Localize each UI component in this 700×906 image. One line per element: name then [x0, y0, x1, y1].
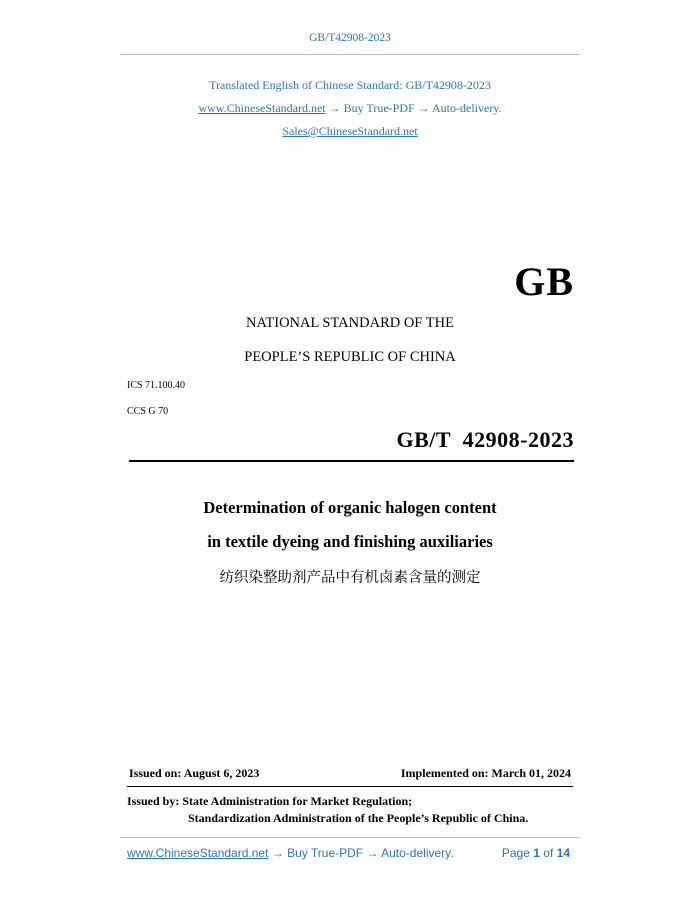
issued-by-line-1: Issued by: State Administration for Market Regulation;	[127, 794, 413, 808]
gb-mark: GB	[514, 259, 574, 304]
national-standard-line-1: NATIONAL STANDARD OF THE	[246, 315, 454, 331]
header-divider	[120, 54, 580, 55]
standard-number: GB/T 42908-2023	[396, 427, 574, 452]
title-en-line-2: in textile dyeing and finishing auxiliaries	[207, 532, 493, 551]
running-header: GB/T42908-2023	[309, 32, 391, 44]
footer-site-link[interactable]: www.ChineseStandard.net	[127, 846, 269, 860]
page-indicator	[502, 846, 570, 860]
site-link[interactable]: www.ChineseStandard.net	[198, 101, 326, 115]
implemented-on-date: Implemented on: March 01, 2024	[400, 766, 571, 780]
title-zh: 纺织染整助剂产品中有机卤素含量的测定	[219, 570, 481, 586]
footer-buy-text: → Buy True-PDF → Auto-delivery.	[271, 846, 454, 860]
email-line	[0, 124, 700, 139]
title-en-line-1: Determination of organic halogen content	[203, 498, 497, 517]
page-current: 1	[533, 846, 540, 860]
national-standard-line-2: PEOPLE’S REPUBLIC OF CHINA	[244, 349, 456, 365]
dates-rule	[127, 786, 573, 787]
page-total: 14	[556, 846, 570, 860]
translation-notice: Translated English of Chinese Standard: GB/T42908-2023	[209, 78, 491, 92]
ccs-code: CCS G 70	[127, 406, 169, 417]
issued-on-date: Issued on: August 6, 2023	[129, 766, 260, 780]
page-of: of	[543, 846, 554, 860]
issued-by-line-2: Standardization Administration of the People’s Republic of China.	[188, 811, 529, 825]
buy-text: → Buy True-PDF → Auto-delivery.	[328, 101, 502, 115]
ics-code: ICS 71.100.40	[127, 380, 186, 391]
standard-number-rule	[129, 460, 574, 462]
email-link[interactable]: Sales@ChineseStandard.net	[282, 124, 418, 138]
footer-promo	[127, 846, 454, 860]
promo-line	[0, 101, 700, 116]
page-label: Page	[501, 846, 530, 860]
footer-divider	[120, 837, 580, 838]
